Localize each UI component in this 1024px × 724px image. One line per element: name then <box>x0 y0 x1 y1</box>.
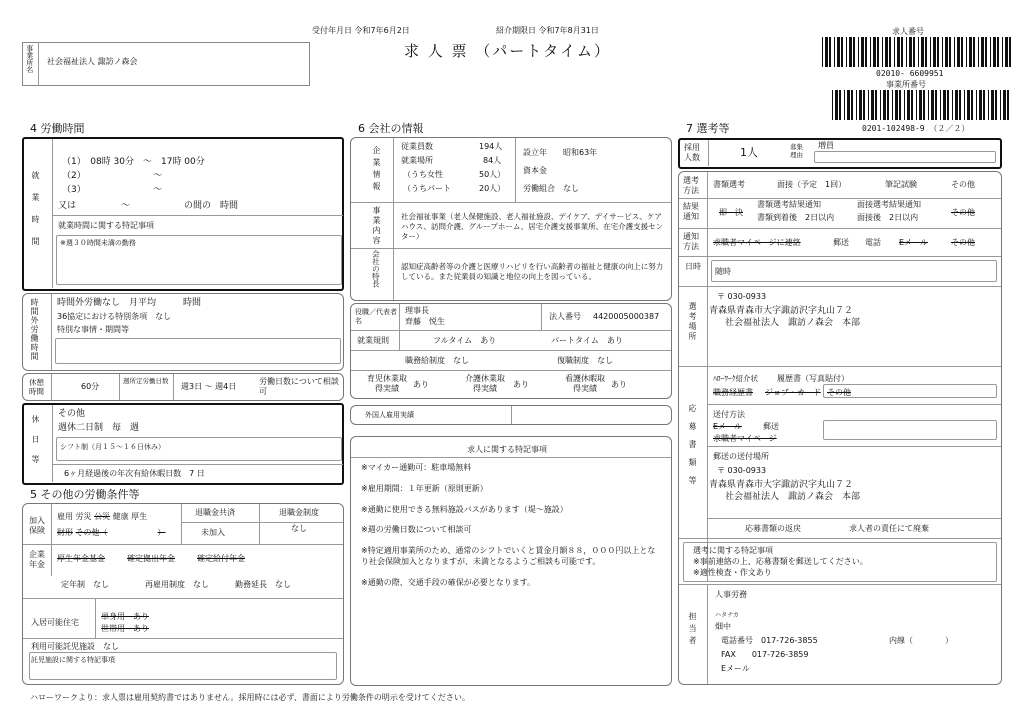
childcare-leave-label: 育児休業取得実績 <box>367 374 407 393</box>
duty-pay: 職務給制度 なし <box>405 356 469 365</box>
break-value: 60分 <box>81 382 100 391</box>
office-number-barcode <box>832 90 1012 120</box>
company-info-box <box>350 137 672 301</box>
hires-box <box>678 138 1002 169</box>
contact-extension: 内線（ ） <box>889 636 953 645</box>
pension-label: 企業年金 <box>29 550 45 569</box>
company-rules-box <box>350 303 672 399</box>
workplace-label: 就業場所 <box>401 156 433 165</box>
other-conditions-box: 加入保険 雇用 労災 公災 健康 厚生 財形 その他（ ） 退職金共済 未加入 退職金制度 なし 企業年金 厚生年金基金 確定拠出年金 確定給付年金 定年制 なし 再雇用制度 なし 勤務延長 なし 入居可能住宅 単身用 あり 世帯用 あり 利用可能託児施設 なし 託児施設に関する特記事項 <box>22 503 344 685</box>
employees-value: 194人 <box>479 142 503 151</box>
job-number-label: 求人番号 <box>892 27 924 36</box>
send-zip: 〒 030-0933 <box>717 466 767 475</box>
selection-box <box>678 171 1002 685</box>
retirement-value: なし <box>291 524 307 533</box>
holiday-box <box>22 403 344 485</box>
notify-email: Eメール <box>899 238 928 247</box>
date-label: 日時 <box>685 262 701 271</box>
childcare: 利用可能託児施設 なし <box>31 642 119 651</box>
job-note-item: ※雇用期間：１年更新（原則更新） <box>361 483 488 493</box>
insurance-asset: 財形 <box>57 528 73 537</box>
part-value: 20人） <box>479 184 506 193</box>
job-note-item: ※マイカー通勤可：駐車場無料 <box>361 463 472 472</box>
care-leave-label: 介護休業取得実績 <box>465 374 505 393</box>
section-6-title: 6 会社の情報 <box>358 122 424 135</box>
result-label: 結果通知 <box>683 202 699 221</box>
overtime-box <box>22 293 344 371</box>
result-interview-days: 面接後 2日以内 <box>857 213 919 222</box>
job-notes-list <box>361 463 661 599</box>
docs-referral: ﾊﾛｰﾜｰｸ紹介状 <box>713 374 758 383</box>
extension: 勤務延長 なし <box>235 580 291 589</box>
section-5-title: 5 その他の労働条件等 <box>30 488 140 501</box>
housing-label: 入居可能住宅 <box>31 618 79 627</box>
job-notes-box <box>350 436 672 686</box>
break-box <box>22 373 344 401</box>
pension-fund: 厚生年金基金 <box>57 554 105 563</box>
result-doc-notice: 書類選考結果通知 <box>757 200 821 209</box>
return-label: 応募書類の返戻 <box>745 524 801 533</box>
notify-mail: 郵送 <box>833 238 849 247</box>
office-number-label: 事業所番号 <box>886 80 926 89</box>
mutual-aid-label: 退職金共済 <box>195 508 235 517</box>
women-value: 50人） <box>479 170 506 179</box>
send-email: Eメール <box>713 422 742 431</box>
docs-resume: 履歴書（写真貼付） <box>777 374 849 383</box>
rules-part: パートタイム あり <box>551 336 623 345</box>
method-written: 筆記試験 <box>885 180 917 189</box>
founded: 設立年 昭和63年 <box>523 148 598 157</box>
method-docs: 書類選考 <box>713 180 745 189</box>
send-mypage: 求職者マイページ <box>713 434 777 443</box>
notify-label: 通知方法 <box>683 232 699 251</box>
office-name: 社会福祉法人 諏訪ノ森会 <box>47 57 138 66</box>
office-name-label: 事業所名 <box>25 45 34 73</box>
weekly-days: 週3日 ～ 週4日 <box>181 382 237 391</box>
weekly-days-label: 週所定労働日数 <box>123 377 169 385</box>
selection-note-1: ※事前連絡の上、応募書類を郵送してください。 <box>693 557 868 566</box>
send-org: 社会福祉法人 諏訪ノ森会 本部 <box>725 492 861 502</box>
selection-notes-label: 選考に関する特記事項 <box>693 546 773 555</box>
expiry-date: 紹介期限日 令和7年8月31日 <box>496 26 599 35</box>
place-org: 社会福祉法人 諏訪ノ森会 本部 <box>725 318 861 328</box>
contact-dept: 人事労務 <box>715 590 747 599</box>
notify-other: その他 <box>951 238 975 247</box>
insurance-health: 健康 厚生 <box>112 512 148 521</box>
insurance-employment: 雇用 労災 <box>57 512 92 521</box>
send-method-label: 送付方法 <box>713 410 745 419</box>
foreign-hire-label: 外国人雇用実績 <box>365 411 414 419</box>
nursing-leave-value: あり <box>611 380 627 389</box>
nursing-leave-label: 看護休暇取得実績 <box>565 374 605 393</box>
holiday-other: その他 <box>58 409 86 419</box>
shift-2: （2） ～ <box>62 171 163 181</box>
agreement-36: 36協定における特別条項 なし <box>57 312 172 321</box>
rules-full: フルタイム あり <box>433 336 497 345</box>
hours-special-note: ※週３０時間未満の勤務 <box>60 239 136 247</box>
business-label: 事業内容 <box>372 206 381 246</box>
shift-or-between: 又は ～ の間の 時間 <box>58 201 239 211</box>
break-label: 休憩時間 <box>29 378 44 397</box>
footer-note: ハローワークより：求人票は雇用契約書ではありません。採用時には必ず、書面により労働条件の明示を受けてください。 <box>30 693 470 702</box>
working-hours-label: 就業時間 <box>31 171 40 259</box>
employees-label: 従業員数 <box>401 142 433 151</box>
representative-label: 役職／代表者名 <box>355 308 397 325</box>
housing-single: 単身用 あり <box>101 612 149 621</box>
housing-family: 世帯用 あり <box>101 624 149 633</box>
office-number: 0201-102498-9 （２／２） <box>862 124 970 133</box>
women-label: （うち女性 <box>403 170 443 179</box>
part-label: （うちパート <box>403 184 451 193</box>
result-interview-notice: 面接選考結果通知 <box>857 200 921 209</box>
company-info-label: 企業情報 <box>372 146 381 194</box>
method-other: その他 <box>951 180 975 189</box>
working-hours-box <box>22 137 344 291</box>
retirement-label: 退職金制度 <box>279 508 319 517</box>
return-value: 求人者の責任にて廃棄 <box>849 524 929 533</box>
result-immediate: 即 決 <box>719 208 743 217</box>
send-mail: 郵送 <box>763 422 779 431</box>
weekly-days-note: 労働日数について相談可 <box>259 377 339 396</box>
selection-note-2: ※適性検査・作文あり <box>693 568 772 577</box>
hires-value: 1人 <box>740 146 758 159</box>
hires-label: 採用人数 <box>684 143 700 162</box>
overtime-label: 時間外労働時間 <box>30 298 39 361</box>
representative-title: 理事長 <box>405 306 429 315</box>
feature-label: 会社の特長 <box>371 250 381 288</box>
childcare-leave-value: あり <box>413 380 429 389</box>
section-4-title: 4 労働時間 <box>30 122 85 135</box>
place-zip: 〒 030-0933 <box>717 292 767 301</box>
docs-label: 応募書類等 <box>688 404 697 494</box>
pension-db: 確定給付年金 <box>197 554 245 563</box>
insurance-label: 加入保険 <box>29 516 45 535</box>
method-label: 選考方法 <box>683 176 699 195</box>
job-note-item: ※週の労働日数について相談可 <box>361 525 472 535</box>
contact-fax: FAX 017-726-3859 <box>721 650 809 659</box>
notify-phone: 電話 <box>865 238 881 247</box>
job-number: 02010- 6609951 <box>876 69 944 78</box>
contact-phone: 電話番号 017-726-3855 <box>721 636 818 645</box>
section-7-title: 7 選考等 <box>686 122 730 135</box>
docs-career: 職務経歴書 <box>713 388 753 397</box>
job-note-item: ※通勤に使用できる無料施設バスがあります（堤～施設） <box>361 504 568 514</box>
corp-number: 4420005000387 <box>593 312 660 321</box>
docs-other: その他 <box>827 388 851 397</box>
contact-label: 担当者 <box>688 612 697 648</box>
shift-3: （3） ～ <box>62 185 163 195</box>
insurance-other: その他（ <box>75 528 108 537</box>
business-description: 社会福祉事業（老人保健施設、老人福祉施設、デイケア、デイサービス、ケアハウス、訪問介護、グループホーム、居宅介護支援事業所、在宅介護支援センター） <box>401 212 664 241</box>
send-address: 青森県青森市大字諏訪沢字丸山７２ <box>709 480 854 490</box>
place-address: 青森県青森市大字諏訪沢字丸山７２ <box>709 306 854 316</box>
capital: 資本金 <box>523 166 547 175</box>
retire-age: 定年制 なし <box>61 580 109 589</box>
rules-label: 就業規則 <box>357 336 389 345</box>
place-label: 選考場所 <box>688 302 697 342</box>
paid-leave: 6ヶ月経過後の年次有給休暇日数 7 日 <box>64 469 205 478</box>
notify-mypage: 求職者マイページに連絡 <box>713 238 801 247</box>
contact-kana: ハタナカ <box>715 612 739 619</box>
page-title: 求 人 票 （パートタイム） <box>404 42 612 60</box>
reason-label: 募集理由 <box>790 143 803 160</box>
holiday-label: 休日等 <box>31 415 40 475</box>
docs-jobcard: ジョブ・カード <box>765 388 821 397</box>
representative-name: 齊藤 悦生 <box>405 317 445 326</box>
result-other: その他 <box>951 208 975 217</box>
care-leave-value: あり <box>513 380 529 389</box>
mutual-aid-value: 未加入 <box>201 528 225 537</box>
insurance-public: 公災 <box>94 512 111 521</box>
job-notes-title: 求人に関する特記事項 <box>467 445 547 454</box>
result-doc-days: 書類到着後 2日以内 <box>757 213 835 222</box>
shift-1: （1） 08時 30分 ～ 17時 00分 <box>62 157 205 167</box>
feature-description: 認知症高齢者等の介護と医療リハビリを行い高齢者の福祉と健康の向上に努力している。また従業員の知識と地位の向上を図っている。 <box>401 262 664 281</box>
overtime-value: 時間外労働なし 月平均 時間 <box>57 298 202 308</box>
date-value: 随時 <box>715 267 731 276</box>
foreign-hire-box <box>350 405 672 425</box>
job-note-item: ※通勤の際、交通手段の確保が必要となります。 <box>361 577 536 587</box>
corp-number-label: 法人番号 <box>549 312 581 321</box>
rehire: 再雇用制度 なし <box>145 580 209 589</box>
contact-person: 畑中 <box>715 622 731 631</box>
special-circumstances: 特別な事情・期間等 <box>57 325 129 334</box>
pension-dc: 確定拠出年金 <box>127 554 175 563</box>
holiday-note: シフト制（月１５～１６日休み） <box>60 443 165 451</box>
job-note-item: ※特定適用事業所のため、通常のシフトでいくと賃金月額８８，０００円以上となり社会保険加入となりますが、未満となるようご相談も可能です。 <box>361 546 656 566</box>
received-date: 受付年月日 令和7年6月2日 <box>312 26 410 35</box>
job-number-barcode <box>822 37 1012 67</box>
office-name-box <box>22 42 310 86</box>
reason-value: 増員 <box>818 141 834 150</box>
send-place-label: 郵送の送付場所 <box>713 452 769 461</box>
union: 労働組合 なし <box>523 184 579 193</box>
reinstatement: 復職制度 なし <box>557 356 613 365</box>
hours-special-label: 就業時間に関する特記事項 <box>58 221 154 230</box>
workplace-value: 84人 <box>483 156 502 165</box>
holiday-week: 週休二日制 毎 週 <box>58 423 140 433</box>
childcare-note-label: 託児施設に関する特記事項 <box>31 656 115 664</box>
method-interview: 面接（予定 1回） <box>777 180 847 189</box>
contact-email: Eメール <box>721 664 750 673</box>
